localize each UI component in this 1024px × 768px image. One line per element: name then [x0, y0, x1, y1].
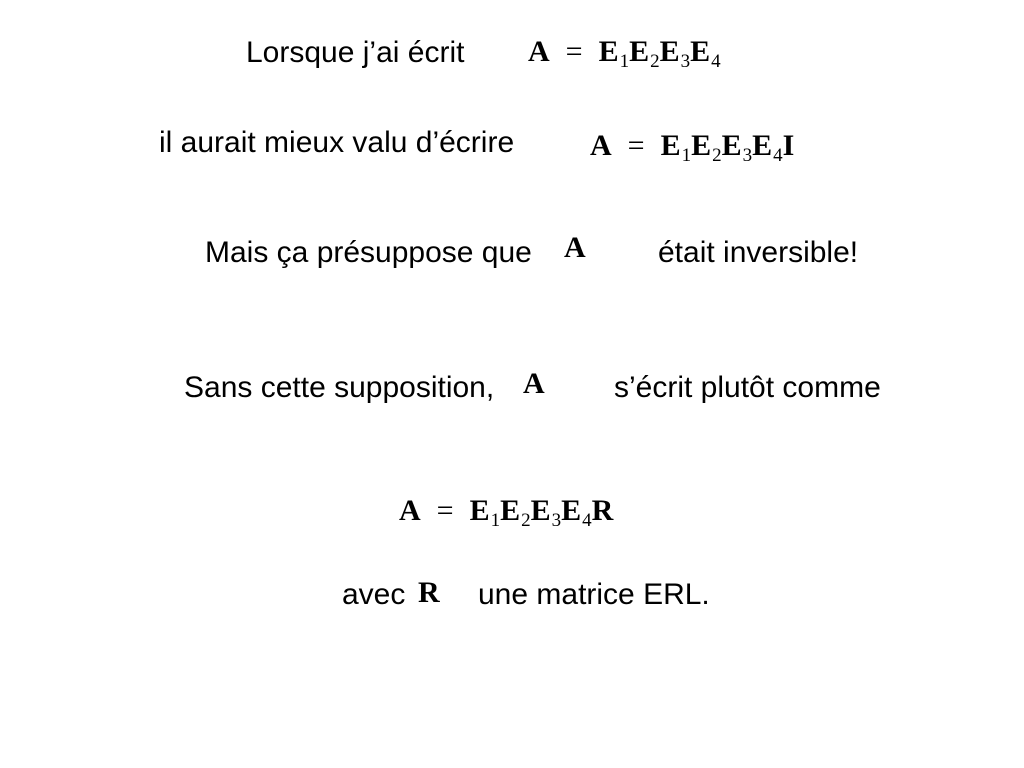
factor-e2: $E_2$ [500, 494, 531, 531]
factor-e4: $E_4$ [690, 35, 721, 72]
factor-e3: $E_3$ [530, 494, 562, 531]
equation-lhs: A [399, 494, 421, 527]
line3-text-after: était inversible! [658, 236, 859, 269]
line3-text-before: Mais ça présuppose que [205, 236, 532, 269]
line1-equation [528, 35, 721, 72]
factor-e4: $E_4$ [561, 494, 592, 531]
erl-matrix-r: R [591, 494, 614, 527]
line2-text: il aurait mieux valu d’écrire [159, 126, 515, 159]
equals-sign: = [436, 494, 454, 527]
line5-equation [399, 494, 614, 531]
line6-symbol-r: R [418, 576, 440, 609]
line1-text: Lorsque j’ai écrit [246, 36, 465, 69]
line6-text-before: avec [342, 578, 406, 611]
equals-sign: = [627, 129, 645, 162]
factor-e3: $E_3$ [659, 35, 691, 72]
line4-symbol-a: A [523, 367, 545, 400]
factor-e2: $E_2$ [629, 35, 660, 72]
line3-symbol-a: A [564, 231, 586, 264]
identity-matrix: I [782, 129, 795, 162]
line4-text-after: s’écrit plutôt comme [614, 371, 881, 404]
factor-e4: $E_4$ [752, 129, 783, 166]
factor-e1: $E_1$ [598, 35, 630, 72]
equation-lhs: A [528, 35, 550, 68]
line6-text-after: une matrice ERL. [478, 578, 710, 611]
line2-equation [590, 129, 795, 166]
line4-text-before: Sans cette supposition, [184, 371, 495, 404]
equals-sign: = [565, 35, 583, 68]
factor-e1: $E_1$ [469, 494, 501, 531]
equation-lhs: A [590, 129, 612, 162]
factor-e3: $E_3$ [721, 129, 753, 166]
factor-e2: $E_2$ [691, 129, 722, 166]
factor-e1: $E_1$ [660, 129, 692, 166]
